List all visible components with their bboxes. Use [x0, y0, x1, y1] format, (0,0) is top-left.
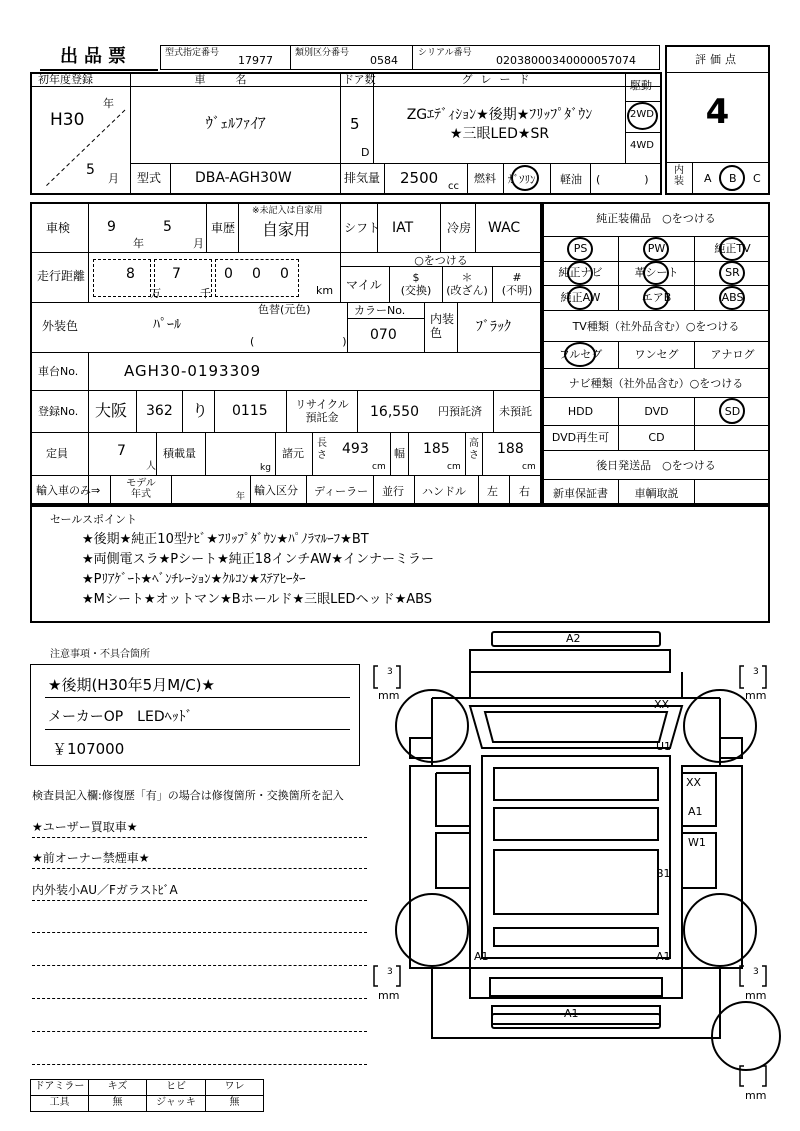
later-title: 後日発送品 ○をつける: [596, 459, 716, 472]
load-label: 積載量: [163, 447, 196, 460]
equip-abs: ABS: [721, 291, 744, 304]
plate-class: 362: [146, 403, 173, 419]
equip-abs-circle: [719, 286, 745, 310]
color-no-label: カラーNo.: [354, 304, 406, 317]
equip-leather: 革シート: [634, 266, 679, 279]
mileage-sen-unit: 千: [200, 287, 211, 300]
door-type: D: [361, 146, 370, 159]
navi-hdd: HDD: [567, 405, 594, 418]
exterior-value: ﾊﾟｰﾙ: [153, 317, 181, 333]
equip-sr: SR: [725, 266, 740, 279]
cd: CD: [648, 431, 665, 444]
import-parallel: 並行: [382, 485, 404, 498]
exchange-label: $ (交換): [400, 271, 432, 297]
history-value: 自家用: [262, 220, 311, 239]
mileage-man-unit: 万: [150, 287, 161, 300]
height-unit: cm: [522, 462, 536, 472]
damage-mark: XX: [654, 698, 670, 711]
plate-kana: り: [192, 401, 209, 420]
exterior-label: 外装色: [42, 319, 79, 333]
recycle-paid: 円預託済: [438, 405, 482, 418]
footer-value: ジャッキ: [156, 1097, 196, 1108]
serial-value: 02038000340000057074: [496, 54, 636, 67]
form-title: 出品票: [60, 46, 132, 67]
mileage-digit-5: 0: [280, 266, 289, 282]
ac-value: WAC: [488, 220, 521, 236]
tire-depth-unit-spare: mm: [745, 1089, 767, 1102]
tv-oneseg: ワンセグ: [634, 348, 679, 361]
interior-b: B: [729, 172, 737, 185]
capacity-unit: 人: [146, 461, 156, 472]
tv-title: TV種類（社外品含む）○をつける: [572, 320, 740, 333]
interior-label: 内装: [674, 165, 684, 187]
notes-line: ￥107000: [52, 740, 125, 758]
first-reg-slash: [40, 105, 130, 190]
equip-airbag: エアB: [641, 291, 672, 304]
plate-label: 登録No.: [38, 405, 79, 418]
navi-dvd: DVD: [644, 405, 669, 418]
damage-mark: A1: [688, 805, 703, 818]
width-label: 幅: [394, 447, 405, 460]
grade-label: グレード: [461, 73, 538, 86]
interior-a: A: [704, 172, 712, 185]
inspection-year-unit: 年: [133, 237, 144, 250]
footer-header: ドアミラー: [34, 1081, 85, 1092]
damage-mark: XX: [686, 776, 702, 789]
sales-points-label: セールスポイント: [50, 513, 138, 526]
tire-depth-front-left: 3: [387, 667, 393, 677]
inspector-line: ★ユーザー買取車★: [32, 820, 138, 834]
width-unit: cm: [447, 462, 461, 472]
height-value: 188: [497, 441, 524, 457]
serial-label: シリアル番号: [418, 48, 472, 58]
altered-label: ＊ (改ざん): [446, 271, 488, 297]
handle-label: ハンドル: [422, 485, 466, 498]
drive-2wd: 2WD: [630, 109, 654, 120]
equip-ps-circle: [567, 237, 593, 261]
later-manual: 車輌取説: [634, 487, 679, 500]
color-no-value: 070: [370, 327, 397, 343]
equip-navi-circle: [567, 261, 593, 285]
footer-value: 工具: [49, 1097, 70, 1108]
color-change-label: 色替(元色): [258, 303, 311, 316]
first-reg-label: 初年度登録: [38, 73, 93, 86]
fuel-label: 燃料: [474, 172, 496, 185]
first-reg-month-unit: 月: [108, 172, 119, 185]
interior-color-value: ﾌﾞﾗｯｸ: [476, 319, 511, 335]
fuel-diesel: 軽油: [560, 173, 582, 186]
equip-sr-circle: [719, 261, 745, 285]
sales-point-line: ★両側電スラ★Pシート★純正18インチAW★インナーミラー: [82, 552, 435, 567]
displacement-unit: cc: [448, 181, 459, 192]
grade-line-1: ZGｴﾃﾞｨｼｮﾝ★後期★ﾌﾘｯﾌﾟﾀﾞｳﾝ: [406, 107, 593, 123]
tire-depth-front-right: 3: [753, 667, 759, 677]
car-name-label: 車名: [194, 73, 277, 86]
inspector-line: 内外装小AU／FガラスﾄﾋﾞA: [32, 883, 178, 897]
damage-mark: U1: [656, 740, 672, 753]
model-designation-label: 型式指定番号: [165, 48, 220, 58]
plate-area: 大阪: [95, 401, 128, 420]
notes-line: メーカーOP LEDﾍｯﾄﾞ: [48, 709, 193, 725]
chassis-value: AGH30-0193309: [124, 362, 262, 380]
drive-4wd: 4WD: [630, 140, 654, 151]
equip-tv-circle: [719, 237, 745, 261]
later-warranty: 新車保証書: [553, 487, 608, 500]
tv-fullseg-circle: [564, 342, 596, 367]
handle-right: 右: [519, 485, 530, 498]
footer-header: キズ: [107, 1081, 128, 1092]
navi-sd: SD: [724, 405, 741, 418]
first-reg-month: 5: [86, 162, 95, 178]
navi-title: ナビ種類（社外品含む）○をつける: [568, 377, 744, 390]
interior-b-circle: [719, 165, 745, 191]
equip-ps: PS: [573, 242, 588, 255]
length-unit: cm: [372, 462, 386, 472]
inspector-label: 検査員記入欄:修復歴「有」の場合は修復箇所・交換箇所を記入: [32, 789, 344, 802]
shift-label: シフト: [344, 221, 381, 235]
capacity-label: 定員: [46, 447, 68, 460]
mileage-mark-note: ○をつける: [414, 254, 468, 267]
sales-point-line: ★Pﾘｱｹﾞｰﾄ★ﾍﾞﾝﾁﾚｰｼｮﾝ★ｸﾙｺﾝ★ｽﾃｱﾋｰﾀｰ: [82, 572, 306, 587]
category-value: 0584: [370, 54, 398, 67]
equip-pw: PW: [647, 242, 666, 255]
import-dealer: ディーラー: [314, 485, 369, 498]
mileage-digit-1: 8: [126, 266, 135, 282]
drive-2wd-circle: [627, 102, 658, 130]
sales-point-line: ★後期★純正10型ﾅﾋﾞ★ﾌﾘｯﾌﾟﾀﾞｳﾝ★ﾊﾟﾉﾗﾏﾙｰﾌ★BT: [82, 532, 369, 547]
recycle-label: リサイクル 預託金: [295, 398, 349, 424]
model-label: 型式: [137, 171, 162, 185]
navi-sd-circle: [719, 398, 745, 424]
history-note: ※未記入は自家用: [252, 206, 323, 216]
model-value: DBA-AGH30W: [195, 170, 292, 186]
damage-mark: A1: [564, 1007, 579, 1020]
tire-depth-unit: mm: [378, 689, 400, 702]
equip-aw: 純正AW: [560, 291, 601, 304]
recycle-value: 16,550: [370, 404, 419, 420]
inspector-line: ★前オーナー禁煙車★: [32, 851, 150, 865]
model-year-label: モデル 年式: [126, 478, 156, 500]
damage-mark: A1: [474, 950, 489, 963]
mileage-digit-box-1: [93, 259, 151, 297]
inspection-year: 9: [107, 219, 116, 235]
footer-value: 無: [112, 1097, 123, 1108]
score-value: 4: [705, 92, 730, 132]
first-reg-year-unit: 年: [103, 97, 114, 110]
handle-left: 左: [487, 485, 498, 498]
history-label: 車歴: [211, 221, 236, 235]
plate-number: 0115: [232, 403, 268, 419]
equip-aw-circle: [567, 286, 593, 310]
interior-c: C: [753, 172, 761, 185]
displacement-label: 排気量: [344, 171, 381, 185]
tv-fullseg: フルセグ: [558, 348, 603, 361]
displacement-value: 2500: [400, 169, 439, 187]
car-diagram: [370, 628, 790, 1108]
tire-depth-unit: mm: [745, 989, 767, 1002]
fuel-other: ( ): [596, 173, 649, 186]
length-value: 493: [342, 441, 369, 457]
footer-value: 無: [229, 1097, 240, 1108]
recycle-unpaid: 未預託: [499, 405, 532, 418]
doors-value: 5: [350, 115, 360, 133]
inspection-month-unit: 月: [193, 237, 204, 250]
color-change-paren: ( ): [250, 335, 347, 348]
footer-header: ヒビ: [166, 1081, 186, 1092]
height-label: 高さ: [469, 438, 479, 461]
tire-depth-rear-right: 3: [753, 967, 759, 977]
tire-depth-rear-left: 3: [387, 967, 393, 977]
mileage-digit-4: 0: [252, 266, 261, 282]
fuel-gasoline: ｶﾞｿﾘﾝ: [508, 173, 536, 186]
unknown-label: # (不明): [501, 271, 533, 297]
ac-label: 冷房: [447, 221, 472, 235]
model-year-unit: 年: [236, 492, 246, 502]
mileage-label: 走行距離: [37, 269, 86, 283]
equip-pw-circle: [643, 237, 669, 261]
width-value: 185: [423, 441, 450, 457]
damage-mark: B1: [656, 867, 671, 880]
equip-tv: 純正TV: [714, 242, 751, 255]
notes-label: 注意事項・不具合箇所: [50, 649, 150, 660]
import-label: 輸入車のみ⇒: [36, 484, 101, 497]
interior-color-label: 内装色: [430, 312, 455, 340]
tire-depth-unit: mm: [745, 689, 767, 702]
first-reg-year: H30: [50, 110, 85, 130]
car-name: ｳﾞｪﾙﾌｧｲｱ: [205, 114, 266, 132]
drive-label: 駆動: [630, 79, 652, 92]
grade-line-2: ★三眼LED★SR: [449, 126, 550, 142]
mileage-digit-2: 7: [172, 266, 181, 282]
model-designation-value: 17977: [238, 54, 273, 67]
mile-label: マイル: [346, 278, 382, 292]
damage-mark: A1: [656, 950, 671, 963]
tire-depth-unit: mm: [378, 989, 400, 1002]
inspection-label: 車検: [46, 221, 71, 235]
footer-header: ワレ: [224, 1081, 245, 1092]
sales-point-line: ★Mシート★オットマン★Bホールド★三眼LEDヘッド★ABS: [82, 592, 433, 607]
doors-label: ドア数: [343, 73, 376, 86]
category-label: 類別区分番号: [295, 48, 350, 58]
equip-leather-circle: [643, 261, 669, 285]
dvd-playback: DVD再生可: [551, 431, 610, 444]
notes-line: ★後期(H30年5月M/C)★: [48, 676, 215, 694]
fuel-gasoline-circle: [511, 165, 539, 191]
load-unit: kg: [260, 463, 271, 473]
capacity-value: 7: [117, 443, 126, 459]
equip-airbag-circle: [643, 286, 669, 310]
inspection-month: 5: [163, 219, 172, 235]
mileage-digit-3: 0: [224, 266, 233, 282]
mileage-km-unit: km: [316, 284, 334, 297]
dims-label: 諸元: [282, 447, 304, 460]
import-category-label: 輸入区分: [254, 484, 298, 497]
equipment-title: 純正装備品 ○をつける: [596, 212, 716, 225]
damage-mark: A2: [566, 632, 581, 645]
tv-analog: アナログ: [710, 348, 755, 361]
chassis-label: 車台No.: [38, 365, 79, 378]
length-label: 長さ: [317, 438, 327, 461]
score-label: 評価点: [695, 53, 740, 66]
shift-value: IAT: [392, 220, 414, 236]
damage-mark: W1: [688, 836, 706, 849]
equip-navi: 純正ナビ: [558, 266, 603, 279]
